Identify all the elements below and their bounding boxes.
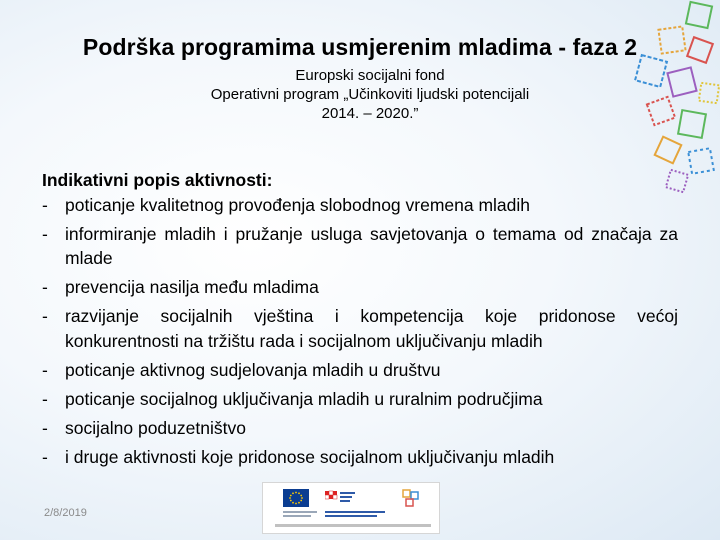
list-item (42, 275, 678, 300)
list-item (42, 416, 678, 441)
logo-caption-bar (325, 511, 385, 513)
slide-title: Podrška programima usmjerenim mladima - faza 2 (82, 34, 638, 60)
funding-logos-strip (262, 482, 440, 534)
bullet-dash: - (42, 359, 48, 380)
logo-caption-bar (325, 515, 377, 517)
list-item-text: poticanje kvalitetnog provođenja slobodnog vremena mladih (65, 194, 531, 215)
list-item-text: poticanje aktivnog sudjelovanja mladih u društvu (65, 359, 441, 380)
croatia-emblem-icon (325, 489, 355, 505)
activity-items (42, 193, 678, 470)
eu-flag-icon (283, 489, 309, 507)
logo-caption-bar (283, 511, 317, 513)
list-item (42, 222, 678, 271)
list-item (42, 358, 678, 383)
list-item-text: informiranje mladih i pružanje usluga savjetovanja o temama od značaja za mlade (65, 223, 678, 268)
list-item-text: i druge aktivnosti koje pridonose socijalnom uključivanju mladih (65, 446, 555, 467)
logo-caption-bar (283, 515, 311, 517)
list-item (42, 304, 678, 353)
bullet-dash: - (42, 388, 48, 409)
bullet-dash: - (42, 306, 48, 326)
logo-disclaimer-text (275, 524, 431, 527)
subtitle-line: Europski socijalni fond (295, 67, 445, 84)
list-item-text: socijalno poduzetništvo (65, 417, 246, 438)
list-item-text: razvijanje socijalnih vještina i kompetencija koje pridonose većoj konkurentnosti na tržištu rada i socijalnom uključivanju mladih (65, 306, 678, 351)
bullet-dash: - (42, 446, 48, 467)
list-item (42, 387, 678, 412)
activity-list (42, 168, 678, 474)
bullet-dash: - (42, 417, 48, 438)
bullet-dash: - (42, 223, 48, 244)
bullet-dash: - (42, 277, 48, 297)
list-item-text: prevencija nasilja među mladima (65, 277, 319, 297)
list-item-text: poticanje socijalnog uključivanja mladih u ruralnim područjima (65, 388, 543, 409)
list-item (42, 445, 678, 470)
list-item (42, 193, 678, 218)
slide-date: 2/8/2019 (44, 507, 87, 519)
bullet-dash: - (42, 194, 48, 215)
esf-logo-icon (401, 488, 421, 508)
subtitle-line: 2014. – 2020.” (321, 105, 419, 122)
subtitle-line: Operativni program „Učinkoviti ljudski potencijali (210, 86, 530, 103)
slide-subtitle (170, 66, 570, 123)
list-heading: Indikativni popis aktivnosti: (42, 170, 273, 190)
